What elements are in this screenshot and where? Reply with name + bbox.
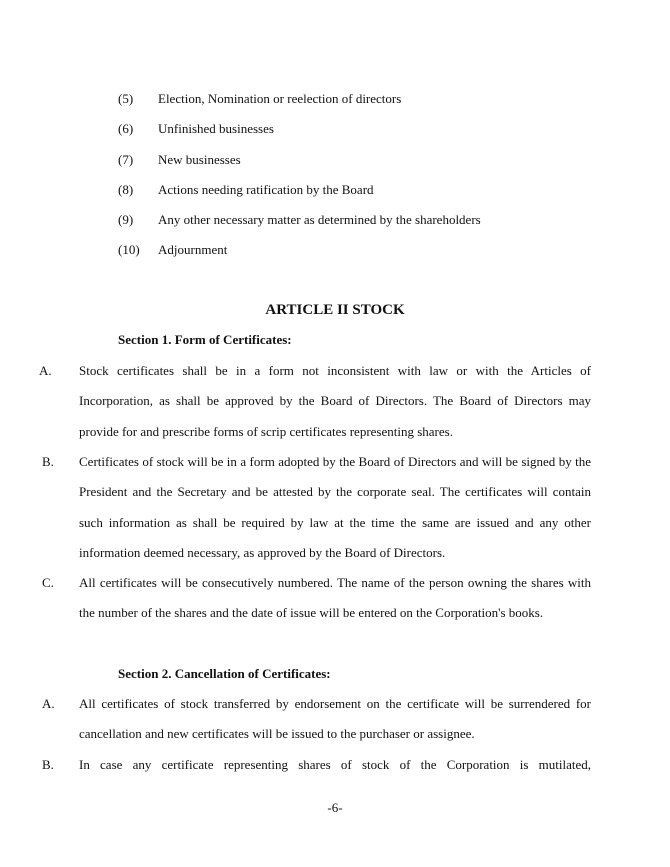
agenda-list	[0, 89, 670, 271]
list-item-number: (10)	[118, 242, 140, 258]
section-heading: Section 1. Form of Certificates:	[118, 332, 292, 347]
paragraph-marker: B.	[42, 757, 54, 772]
list-item	[0, 180, 670, 210]
list-item-number: (7)	[118, 151, 134, 167]
paragraph-section1-c	[42, 568, 591, 629]
list-item-number: (8)	[118, 181, 134, 197]
section-heading: Section 2. Cancellation of Certificates:	[118, 666, 331, 681]
paragraph-marker: A.	[39, 363, 52, 378]
paragraph-text: Stock certificates shall be in a form not inconsistent with law or with the Articles of Incorporation, as shall be approved by the Board of Directors. The Board of Directors may provide for and prescribe forms of scrip certificates representing shares.	[79, 363, 591, 439]
list-item-text: Any other necessary matter as determined by the shareholders	[158, 212, 481, 228]
list-item	[0, 89, 670, 119]
list-item-text: Election, Nomination or reelection of directors	[158, 91, 402, 106]
list-item	[0, 119, 670, 149]
list-item-number: (5)	[118, 91, 134, 106]
list-item-text: New businesses	[158, 151, 241, 167]
paragraph-marker: C.	[42, 575, 54, 590]
list-item-number: (6)	[118, 121, 134, 137]
paragraph-section2-b	[42, 750, 591, 780]
paragraph-marker: A.	[42, 696, 55, 711]
list-item	[0, 150, 670, 180]
article-title: ARTICLE II STOCK	[265, 302, 405, 318]
paragraph-marker: B.	[42, 454, 54, 469]
paragraph-section1-a	[39, 356, 591, 447]
paragraph-text: All certificates of stock transferred by endorsement on the certificate will be surrendered for cancellation and new certificates will be issued to the purchaser or assignee.	[79, 696, 591, 742]
list-item-text: Adjournment	[158, 242, 228, 258]
page-number: -6-	[327, 800, 343, 815]
list-item-text: Unfinished businesses	[158, 121, 274, 137]
paragraph-text: All certificates will be consecutively numbered. The name of the person owning the shares with the number of the shares and the date of issue will be entered on the Corporation's books.	[79, 575, 591, 621]
list-item-number: (9)	[118, 212, 134, 228]
list-item	[0, 210, 670, 240]
list-item	[0, 240, 670, 270]
paragraph-section2-a	[42, 689, 591, 750]
list-item-text: Actions needing ratification by the Board	[158, 181, 374, 197]
paragraph-text: Certificates of stock will be in a form adopted by the Board of Directors and will be signed by the President and the Secretary and be attested by the corporate seal. The certificates will contain such information as shall be required by law at the time the same are issued and any other information deemed necessary, as approved by the Board of Directors.	[79, 454, 591, 560]
paragraph-text: In case any certificate representing shares of stock of the Corporation is mutilated,	[79, 757, 591, 772]
paragraph-section1-b	[42, 447, 591, 568]
